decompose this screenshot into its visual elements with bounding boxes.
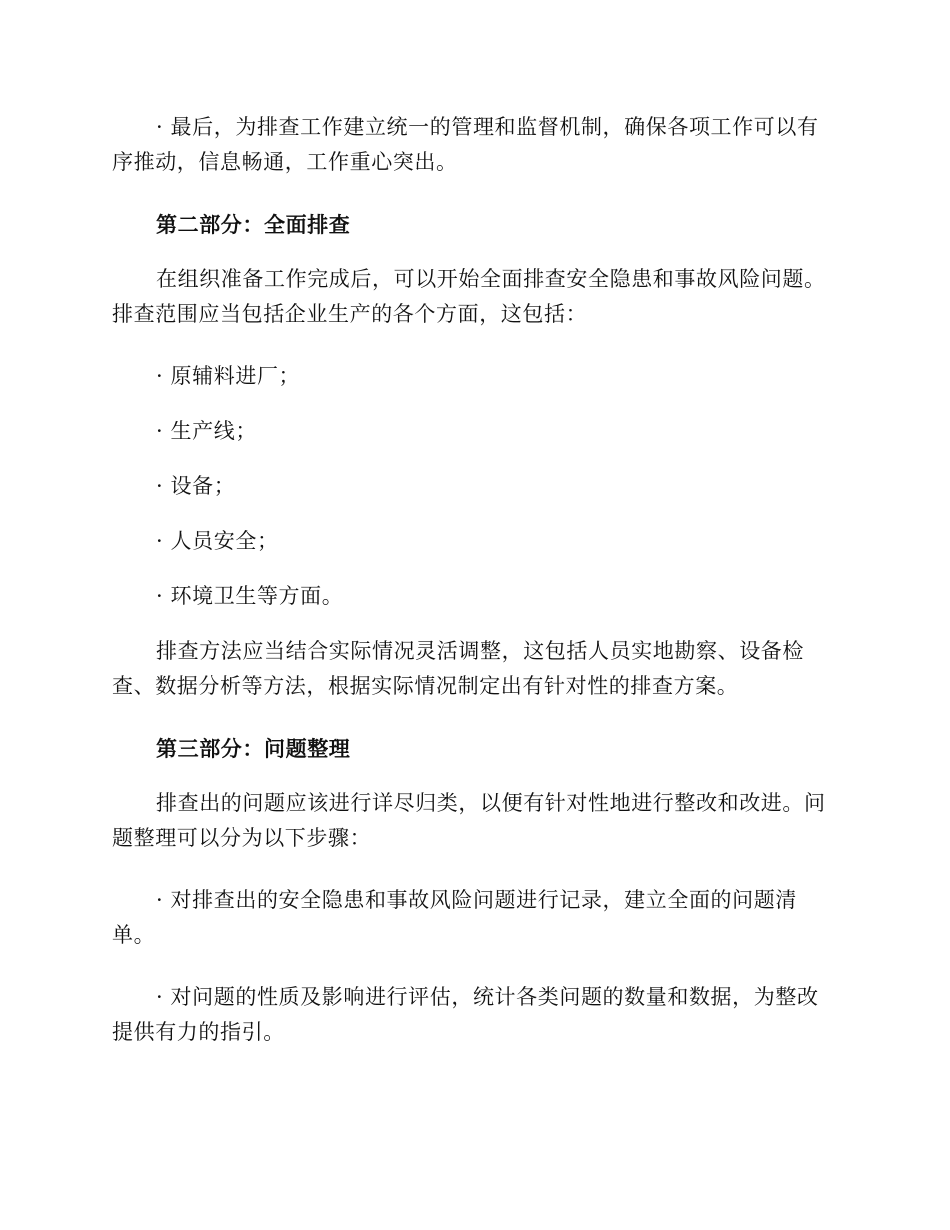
bullet-equipment: · 设备；: [156, 474, 236, 498]
bullet-management-mechanism: · 最后，为排查工作建立统一的管理和监督机制，确保各项工作可以有序推动，信息畅通，工作重心突出。: [112, 115, 819, 174]
bullet-record-issues: · 对排查出的安全隐患和事故风险问题进行记录，建立全面的问题清单。: [112, 888, 797, 947]
bullet-environmental-hygiene: · 环境卫生等方面。: [156, 584, 344, 608]
section-heading-issue-organization: 第三部分：问题整理: [156, 736, 351, 761]
section-heading-full-inspection: 第二部分：全面排查: [156, 212, 351, 237]
bullet-evaluate-issues: · 对问题的性质及影响进行评估，统计各类问题的数量和数据，为整改提供有力的指引。: [112, 985, 819, 1044]
bullet-raw-materials: · 原辅料进厂；: [156, 364, 301, 388]
paragraph-inspection-scope: 在组织准备工作完成后，可以开始全面排查安全隐患和事故风险问题。排查范围应当包括企业生产的各个方面，这包括：: [112, 267, 826, 326]
bullet-production-line: · 生产线；: [156, 419, 257, 443]
paragraph-issue-organization: 排查出的问题应该进行详尽归类，以便有针对性地进行整改和改进。问题整理可以分为以下步骤：: [112, 791, 826, 850]
bullet-personnel-safety: · 人员安全；: [156, 529, 279, 553]
paragraph-inspection-methods: 排查方法应当结合实际情况灵活调整，这包括人员实地勘察、设备检查、数据分析等方法，根据实际情况制定出有针对性的排查方案。: [112, 639, 804, 698]
